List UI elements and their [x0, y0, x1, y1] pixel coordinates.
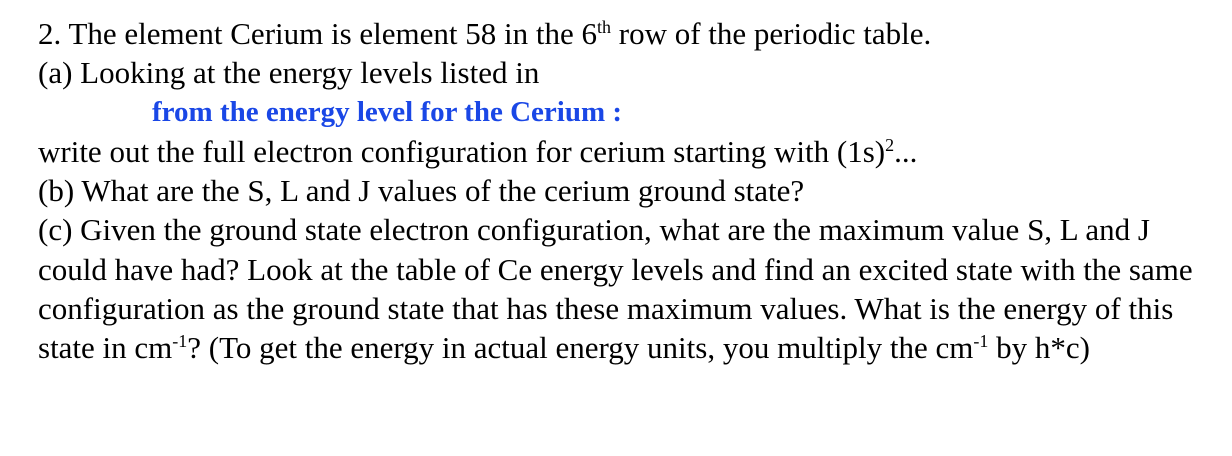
part-c-text-continued: ? (To get the energy in actual energy units, you multiply the cm [187, 330, 974, 366]
problem-document [38, 14, 1218, 368]
statement-text: 2. The element Cerium is element 58 in the 6 [38, 16, 598, 51]
unit-exponent-superscript-2: -1 [973, 331, 989, 352]
part-a-instruction [38, 132, 1218, 171]
part-a-intro: (a) Looking at the energy levels listed in [38, 55, 540, 91]
part-c-text: (c) Given the ground state electron configuration, what are the maximum value S, L and J could have had? Look at the table of Ce energy levels and find an excited state with the same configuration as the ground state that has these maximum values. What is the energy of this state in cm [38, 212, 1193, 366]
exponent-superscript: 2 [885, 134, 895, 155]
statement-text-end: row of the periodic table. [611, 16, 932, 51]
instruction-text: write out the full electron configuration for cerium starting with (1s) [38, 133, 886, 169]
part-c-question [38, 210, 1218, 367]
problem-statement-line [38, 14, 1218, 53]
ordinal-superscript: th [597, 16, 611, 37]
unit-exponent-superscript: -1 [172, 331, 188, 352]
ellipsis-text: ... [894, 133, 918, 169]
energy-level-link[interactable]: from the energy level for the Cerium : [152, 95, 623, 128]
part-b-question: (b) What are the S, L and J values of the cerium ground state? [38, 173, 805, 209]
part-c-text-end: by h*c) [988, 330, 1090, 366]
